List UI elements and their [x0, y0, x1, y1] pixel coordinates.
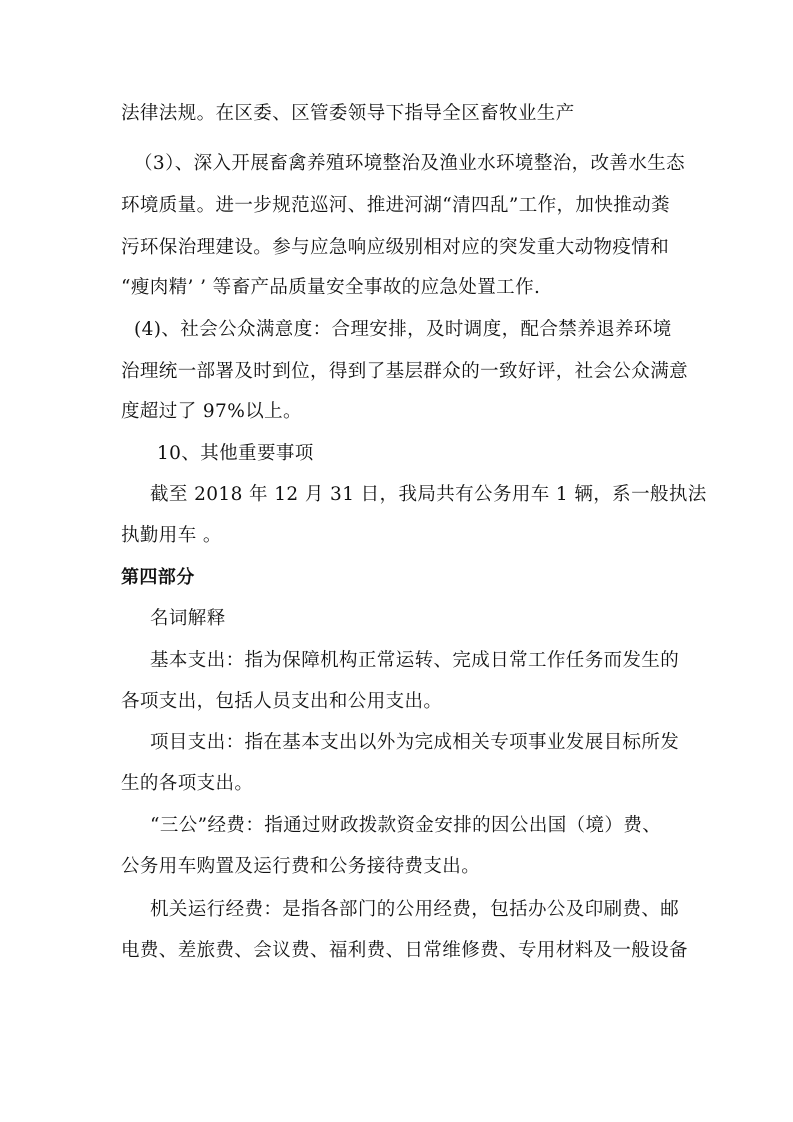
paragraph-line: 污环保治理建设。参与应急响应级别相对应的突发重大动物疫情和: [121, 237, 670, 258]
paragraph-line: 执勤用车 。: [121, 525, 222, 546]
paragraph-line: “三公”经费：指通过财政拨款资金安排的因公出国（境）费、: [150, 815, 662, 836]
paragraph-line: 生的各项支出。: [121, 773, 254, 794]
paragraph-line: 度超过了 97%以上。: [121, 401, 302, 422]
paragraph-line: 法律法规。在区委、区管委领导下指导全区畜牧业生产: [121, 103, 575, 124]
paragraph-line: (4)、社会公众满意度：合理安排，及时调度，配合禁养退养环境: [134, 319, 672, 340]
section-heading: 10、其他重要事项: [157, 443, 314, 464]
part-heading: 第四部分: [121, 567, 195, 588]
paragraph-line: 环境质量。进一步规范巡河、推进河湖“清四乱”工作，加快推动粪: [121, 195, 670, 216]
paragraph-line: 电费、差旅费、会议费、福利费、日常维修费、专用材料及一般设备: [121, 940, 689, 961]
paragraph-line: 各项支出，包括人员支出和公用支出。: [121, 691, 443, 712]
paragraph-line: 基本支出：指为保障机构正常运转、完成日常工作任务而发生的: [150, 650, 680, 671]
paragraph-line: 公务用车购置及运行费和公务接待费支出。: [121, 856, 481, 877]
paragraph-line: 机关运行经费：是指各部门的公用经费，包括办公及印刷费、邮: [150, 899, 680, 920]
paragraph-line: 项目支出：指在基本支出以外为完成相关专项事业发展目标所发: [150, 732, 680, 753]
paragraph-line: 截至 2018 年 12 月 31 日，我局共有公务用车 1 辆，系一般执法: [150, 484, 707, 505]
paragraph-line: “瘦肉精’ ’ 等畜产品质量安全事故的应急处置工作.: [121, 277, 541, 298]
paragraph-line: （3）、深入开展畜禽养殖环境整治及渔业水环境整治，改善水生态: [134, 153, 686, 174]
section-title: 名词解释: [150, 608, 226, 629]
paragraph-line: 治理统一部署及时到位，得到了基层群众的一致好评，社会公众满意: [121, 361, 689, 382]
